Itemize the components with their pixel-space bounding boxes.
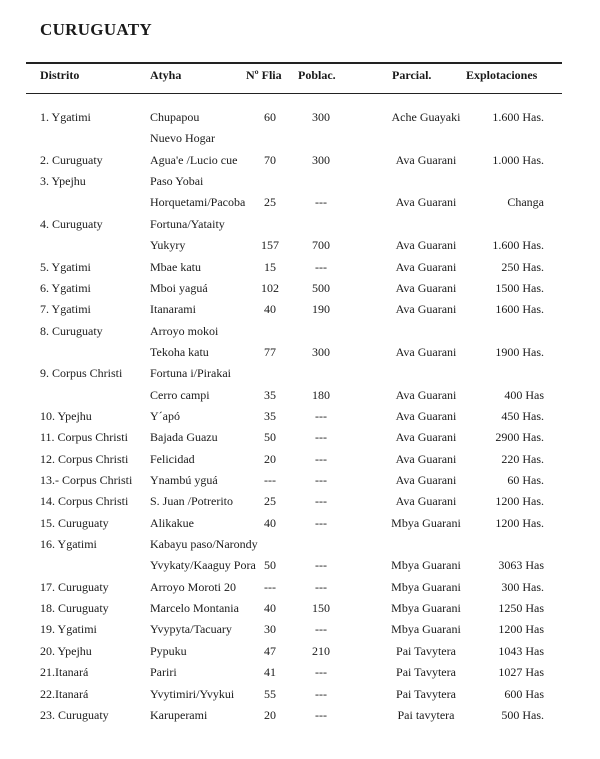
cell-nflia: 35 (264, 387, 276, 402)
table-row (0, 622, 600, 642)
cell-distrito: 11. Corpus Christi (40, 430, 128, 445)
cell-distrito: 22.Itanará (40, 686, 89, 701)
cell-parcial: Pai Tavytera (396, 665, 456, 680)
cell-parcial: Ava Guarani (395, 280, 457, 295)
table-row (0, 494, 600, 514)
cell-parcial: Ava Guarani (395, 152, 457, 167)
cell-parcial: Ava Guarani (395, 195, 457, 210)
cell-atyha: S. Juan /Potrerito (150, 494, 233, 509)
cell-atyha: Mbae katu (150, 259, 201, 274)
cell-poblac: 190 (312, 302, 330, 317)
cell-distrito: 20. Ypejhu (40, 643, 92, 658)
cell-nflia: 102 (261, 280, 279, 295)
cell-nflia: 15 (264, 259, 276, 274)
table-row (0, 324, 600, 344)
header-rule-bottom (26, 93, 562, 94)
cell-distrito: 2. Curuguaty (40, 152, 103, 167)
cell-atyha: Felicidad (150, 451, 195, 466)
cell-poblac: 700 (312, 238, 330, 253)
cell-nflia: 55 (264, 686, 276, 701)
table-row (0, 302, 600, 322)
cell-atyha: Y´apó (150, 408, 180, 423)
cell-parcial: Mbya Guarani (391, 622, 461, 637)
cell-parcial: Pai Tavytera (396, 686, 456, 701)
table-row (0, 473, 600, 493)
cell-nflia: 40 (264, 302, 276, 317)
cell-nflia: 60 (264, 110, 276, 124)
cell-distrito: 4. Curuguaty (40, 216, 103, 231)
table-row (0, 131, 600, 151)
table-row (0, 388, 600, 408)
col-header-parcial: Parcial. (392, 68, 432, 82)
cell-explotaciones: 1.600 Has. (492, 238, 544, 253)
cell-nflia: --- (264, 579, 276, 594)
cell-poblac: 500 (312, 280, 330, 295)
table-row (0, 110, 600, 130)
table-row (0, 217, 600, 237)
cell-atyha: Arroyo mokoi (150, 323, 219, 338)
cell-poblac: --- (315, 494, 327, 509)
cell-explotaciones: 600 Has (504, 686, 544, 701)
cell-poblac: --- (315, 707, 327, 722)
cell-explotaciones: 1043 Has (498, 643, 544, 658)
cell-nflia: 50 (264, 430, 276, 445)
cell-poblac: 300 (312, 110, 330, 124)
table-row (0, 687, 600, 707)
page-title: CURUGUATY (40, 20, 152, 39)
cell-explotaciones: 1200 Has (498, 622, 544, 637)
cell-poblac: 210 (312, 643, 330, 658)
cell-nflia: 40 (264, 515, 276, 530)
col-header-distrito: Distrito (40, 68, 80, 82)
cell-atyha: Mboi yaguá (150, 280, 208, 295)
cell-explotaciones: 400 Has (504, 387, 544, 402)
cell-atyha: Pypuku (150, 643, 187, 658)
cell-nflia: 20 (264, 451, 276, 466)
cell-nflia: 40 (264, 601, 276, 615)
cell-explotaciones: 1200 Has. (495, 494, 544, 509)
cell-poblac: 300 (312, 152, 330, 167)
table-row (0, 260, 600, 280)
col-header-nflia: Nº Flia (246, 68, 282, 82)
cell-explotaciones: 60 Has. (507, 473, 544, 487)
table-row (0, 665, 600, 685)
cell-parcial: Ava Guarani (395, 451, 457, 466)
cell-poblac: --- (315, 408, 327, 423)
cell-atyha: Arroyo Moroti 20 (150, 579, 236, 594)
table-row (0, 516, 600, 536)
cell-distrito: 18. Curuguaty (40, 601, 109, 615)
table-row (0, 345, 600, 365)
table-row (0, 452, 600, 472)
table-row (0, 281, 600, 301)
cell-parcial: Mbya Guarani (391, 515, 461, 530)
cell-parcial: Ava Guarani (395, 302, 457, 317)
cell-poblac: --- (315, 622, 327, 637)
cell-explotaciones: 450 Has. (501, 408, 544, 423)
table-row (0, 580, 600, 600)
cell-parcial: Ava Guarani (395, 259, 457, 274)
cell-explotaciones: 1500 Has. (495, 280, 544, 295)
cell-parcial: Mbya Guarani (391, 601, 461, 615)
table-row (0, 174, 600, 194)
cell-atyha: Fortuna/Yataity (150, 216, 225, 231)
cell-distrito: 5. Ygatimi (40, 259, 91, 274)
cell-atyha: Tekoha katu (150, 344, 209, 359)
table-row (0, 366, 600, 386)
cell-distrito: 6. Ygatimi (40, 280, 91, 295)
table-row (0, 558, 600, 578)
col-header-poblac: Poblac. (298, 68, 336, 82)
cell-nflia: 157 (261, 238, 279, 253)
cell-nflia: 35 (264, 408, 276, 423)
table-row (0, 708, 600, 728)
table-row (0, 601, 600, 621)
cell-poblac: --- (315, 558, 327, 573)
cell-parcial: Pai tavytera (397, 707, 455, 722)
cell-atyha: Karuperami (150, 707, 208, 722)
cell-distrito: 12. Corpus Christi (40, 451, 129, 466)
cell-distrito: 9. Corpus Christi (40, 366, 123, 381)
col-header-explotaciones: Explotaciones (466, 68, 538, 82)
cell-parcial: Ava Guarani (395, 494, 457, 509)
cell-atyha: Cerro campi (150, 387, 210, 402)
cell-distrito: 3. Ypejhu (40, 174, 86, 189)
cell-distrito: 16. Ygatimi (40, 537, 97, 551)
cell-distrito: 8. Curuguaty (40, 323, 103, 338)
cell-atyha: Nuevo Hogar (150, 131, 215, 146)
cell-parcial: Ava Guarani (395, 430, 457, 445)
cell-nflia: 70 (264, 152, 276, 167)
cell-distrito: 10. Ypejhu (40, 408, 92, 423)
cell-explotaciones: 3063 Has (498, 558, 544, 573)
cell-nflia: 25 (264, 195, 276, 210)
cell-poblac: 150 (312, 601, 330, 615)
cell-nflia: 47 (264, 643, 276, 658)
cell-poblac: --- (315, 515, 327, 530)
cell-nflia: 25 (264, 494, 276, 509)
cell-explotaciones: 1250 Has (498, 601, 544, 615)
cell-parcial: Mbya Guarani (391, 579, 461, 594)
cell-atyha: Bajada Guazu (150, 430, 218, 445)
cell-poblac: --- (315, 451, 327, 466)
cell-atyha: Fortuna i/Pirakai (150, 366, 231, 381)
table-row (0, 153, 600, 173)
cell-atyha: Yvytimiri/Yvykui (150, 686, 235, 701)
cell-explotaciones: 300 Has. (501, 579, 544, 594)
cell-atyha: Yvypyta/Tacuary (150, 622, 232, 637)
cell-poblac: --- (315, 686, 327, 701)
cell-explotaciones: 1900 Has. (495, 344, 544, 359)
cell-distrito: 17. Curuguaty (40, 579, 109, 594)
table-row (0, 430, 600, 450)
cell-distrito: 15. Curuguaty (40, 515, 109, 530)
cell-poblac: --- (315, 259, 327, 274)
cell-poblac: --- (315, 665, 327, 680)
cell-atyha: Chupapou (150, 110, 200, 124)
cell-explotaciones: 2900 Has. (495, 430, 544, 445)
cell-atyha: Horquetami/Pacoba (150, 195, 246, 210)
cell-explotaciones: Changa (507, 195, 544, 210)
cell-parcial: Ache Guayaki (391, 110, 461, 124)
cell-distrito: 1. Ygatimi (40, 110, 91, 124)
cell-parcial: Ava Guarani (395, 238, 457, 253)
cell-atyha: Marcelo Montania (150, 601, 239, 615)
table-row (0, 644, 600, 664)
cell-nflia: --- (264, 473, 276, 487)
cell-distrito: 14. Corpus Christi (40, 494, 129, 509)
cell-nflia: 41 (264, 665, 276, 680)
cell-atyha: Yvykaty/Kaaguy Pora (150, 558, 256, 573)
cell-explotaciones: 1200 Has. (495, 515, 544, 530)
cell-distrito: 21.Itanará (40, 665, 89, 680)
cell-explotaciones: 1.600 Has. (492, 110, 544, 124)
cell-explotaciones: 250 Has. (501, 259, 544, 274)
cell-atyha: Alikakue (150, 515, 194, 530)
cell-poblac: 180 (312, 387, 330, 402)
cell-atyha: Ynambú yguá (150, 473, 218, 487)
cell-nflia: 20 (264, 707, 276, 722)
cell-atyha: Kabayu paso/Narondy (150, 537, 258, 551)
table-row (0, 409, 600, 429)
cell-distrito: 19. Ygatimi (40, 622, 97, 637)
col-header-atyha: Atyha (150, 68, 182, 82)
cell-atyha: Pariri (150, 665, 177, 680)
cell-poblac: --- (315, 195, 327, 210)
cell-nflia: 30 (264, 622, 276, 637)
cell-parcial: Ava Guarani (395, 344, 457, 359)
cell-distrito: 23. Curuguaty (40, 707, 109, 722)
cell-explotaciones: 1.000 Has. (492, 152, 544, 167)
header-rule-top (26, 62, 562, 64)
cell-parcial: Ava Guarani (395, 408, 457, 423)
table-row (0, 238, 600, 258)
cell-explotaciones: 1600 Has. (495, 302, 544, 317)
cell-parcial: Ava Guarani (395, 387, 457, 402)
table-row (0, 537, 600, 557)
cell-atyha: Paso Yobai (150, 174, 204, 189)
cell-distrito: 13.- Corpus Christi (40, 473, 133, 487)
cell-atyha: Yukyry (150, 238, 186, 253)
cell-poblac: --- (315, 430, 327, 445)
cell-parcial: Ava Guarani (395, 473, 457, 487)
cell-nflia: 77 (264, 344, 276, 359)
cell-explotaciones: 220 Has. (501, 451, 544, 466)
cell-parcial: Pai Tavytera (396, 643, 456, 658)
cell-poblac: 300 (312, 344, 330, 359)
cell-poblac: --- (315, 473, 327, 487)
cell-distrito: 7. Ygatimi (40, 302, 91, 317)
table-row (0, 195, 600, 215)
cell-explotaciones: 500 Has. (501, 707, 544, 722)
cell-poblac: --- (315, 579, 327, 594)
cell-nflia: 50 (264, 558, 276, 573)
cell-atyha: Itanarami (150, 302, 196, 317)
cell-explotaciones: 1027 Has (498, 665, 544, 680)
cell-parcial: Mbya Guarani (391, 558, 461, 573)
cell-atyha: Agua'e /Lucio cue (150, 152, 238, 167)
